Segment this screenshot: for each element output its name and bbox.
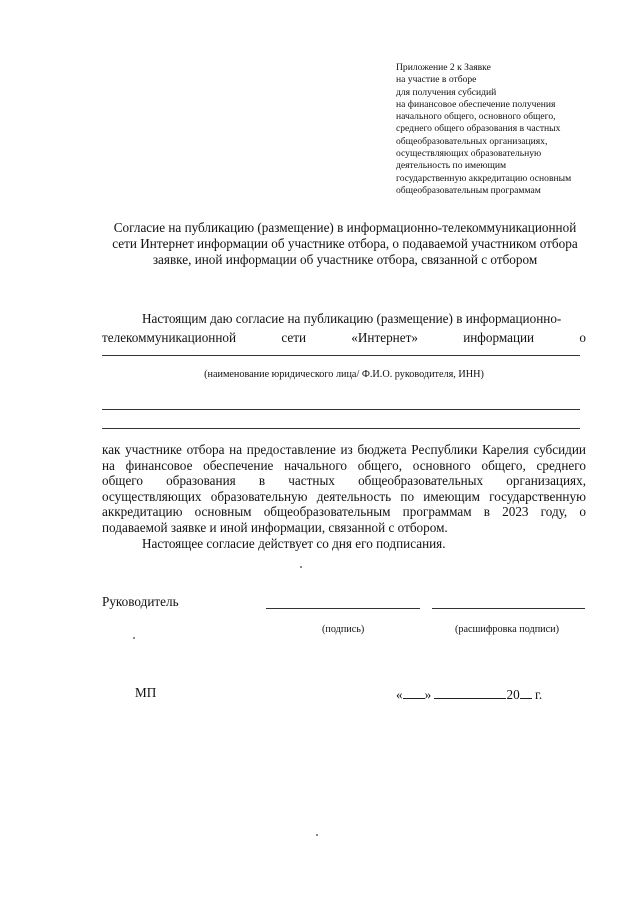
word: общего,	[481, 457, 526, 473]
word: основного	[412, 457, 471, 473]
consent-line-1: Настоящим даю согласие на публикацию (размещение) в информационно-	[142, 311, 562, 326]
appendix-line: Приложение 2 к Заявке	[396, 62, 491, 73]
word: «Интернет»	[351, 330, 418, 345]
body-line-4	[102, 489, 586, 505]
document-title	[100, 220, 590, 268]
title-line: заявке, иной информации об участнике отбора, связанной с отбором	[152, 252, 538, 267]
word: образования	[166, 473, 236, 489]
word: частных	[288, 473, 335, 489]
word: общеобразовательным	[263, 504, 391, 520]
word: телекоммуникационной	[102, 330, 237, 345]
word: обеспечение	[203, 457, 274, 473]
word: государственную	[489, 488, 586, 504]
date-field	[396, 685, 542, 703]
scan-speck	[133, 637, 135, 639]
word: предоставление	[246, 442, 336, 457]
word: деятельность	[316, 488, 392, 504]
word: субсидии	[533, 442, 586, 457]
word: информации	[463, 330, 535, 345]
year-field-line[interactable]	[520, 685, 532, 699]
appendix-line: на финансовое обеспечение получения	[396, 98, 556, 110]
year-suffix: г.	[534, 687, 543, 702]
word: осуществляющих	[102, 488, 202, 504]
date-open-quote: «	[396, 687, 403, 702]
consent-body	[102, 442, 586, 551]
scan-speck	[316, 834, 318, 836]
word: отбора	[186, 442, 225, 457]
word: как	[102, 442, 121, 457]
entity-name-field-line-3[interactable]	[102, 428, 580, 429]
word: Карелия	[482, 442, 529, 457]
month-field-line[interactable]	[434, 685, 506, 699]
word: основным	[194, 504, 252, 520]
signature-caption: (подпись)	[322, 624, 365, 635]
appendix-line: для получения субсидий	[396, 86, 497, 98]
word: общего,	[357, 457, 403, 473]
word: на	[102, 457, 115, 473]
signatory-label: Руководитель	[102, 594, 179, 609]
entity-name-field-line-2[interactable]	[102, 409, 580, 410]
word: в	[483, 504, 490, 520]
body-line-1	[102, 442, 586, 458]
year-prefix: 20	[506, 687, 520, 702]
word: организациях,	[506, 473, 586, 489]
word: о	[579, 330, 586, 345]
validity-statement: Настоящее согласие действует со дня его подписания.	[142, 535, 446, 551]
body-line-6: подаваемой заявке и иной информации, связанной с отбором.	[102, 519, 448, 535]
consent-line-2	[102, 328, 586, 347]
word: участнике	[125, 442, 182, 457]
word: образовательную	[210, 488, 308, 504]
title-line: сети Интернет информации об участнике отбора, о подаваемой участником отбора	[112, 236, 578, 251]
consent-intro	[102, 309, 586, 347]
body-line-5	[102, 504, 586, 520]
entity-name-caption: (наименование юридического лица/ Ф.И.О. руководителя, ИНН)	[204, 369, 484, 380]
word: бюджета	[357, 442, 407, 457]
word: программам	[402, 504, 472, 520]
word: году,	[540, 504, 568, 520]
word: имеющим	[423, 488, 480, 504]
appendix-line: на участие в отборе	[396, 74, 477, 86]
signature-decode-field-line[interactable]	[432, 608, 585, 609]
signature-decode-caption: (расшифровка подписи)	[455, 624, 559, 635]
word: из	[340, 442, 353, 457]
word: аккредитацию	[102, 504, 183, 520]
appendix-line: начального общего, основного общего,	[396, 111, 556, 123]
word: в	[258, 473, 266, 489]
word: Республики	[411, 442, 478, 457]
appendix-line: деятельность по имеющим	[396, 160, 507, 172]
appendix-line: общеобразовательных организациях,	[396, 135, 548, 147]
word: о	[579, 504, 586, 520]
word: сети	[281, 330, 307, 345]
day-field-line[interactable]	[403, 685, 425, 699]
title-line: Согласие на публикацию (размещение) в информационно-телекоммуникационной	[113, 220, 577, 235]
body-line-3	[102, 473, 586, 489]
word: среднего	[536, 457, 586, 473]
word: общего	[102, 473, 143, 489]
appendix-line: среднего общего образования в частных	[396, 123, 561, 135]
appendix-line: государственную аккредитацию основным	[396, 172, 572, 184]
word: финансовое	[125, 457, 193, 473]
word: общеобразовательных	[358, 473, 484, 489]
scan-speck	[300, 566, 302, 568]
word: по	[400, 488, 415, 504]
word: 2023	[502, 504, 529, 520]
appendix-header	[396, 62, 596, 197]
appendix-line: общеобразовательным программам	[396, 184, 541, 196]
word: начального	[284, 457, 347, 473]
entity-name-field-line-1[interactable]	[102, 355, 580, 356]
word: на	[229, 442, 243, 457]
body-line-2	[102, 458, 586, 474]
stamp-placeholder: МП	[135, 685, 157, 700]
appendix-line: осуществляющих образовательную	[396, 148, 542, 160]
date-close-quote: »	[424, 687, 432, 702]
signature-field-line[interactable]	[266, 608, 420, 609]
